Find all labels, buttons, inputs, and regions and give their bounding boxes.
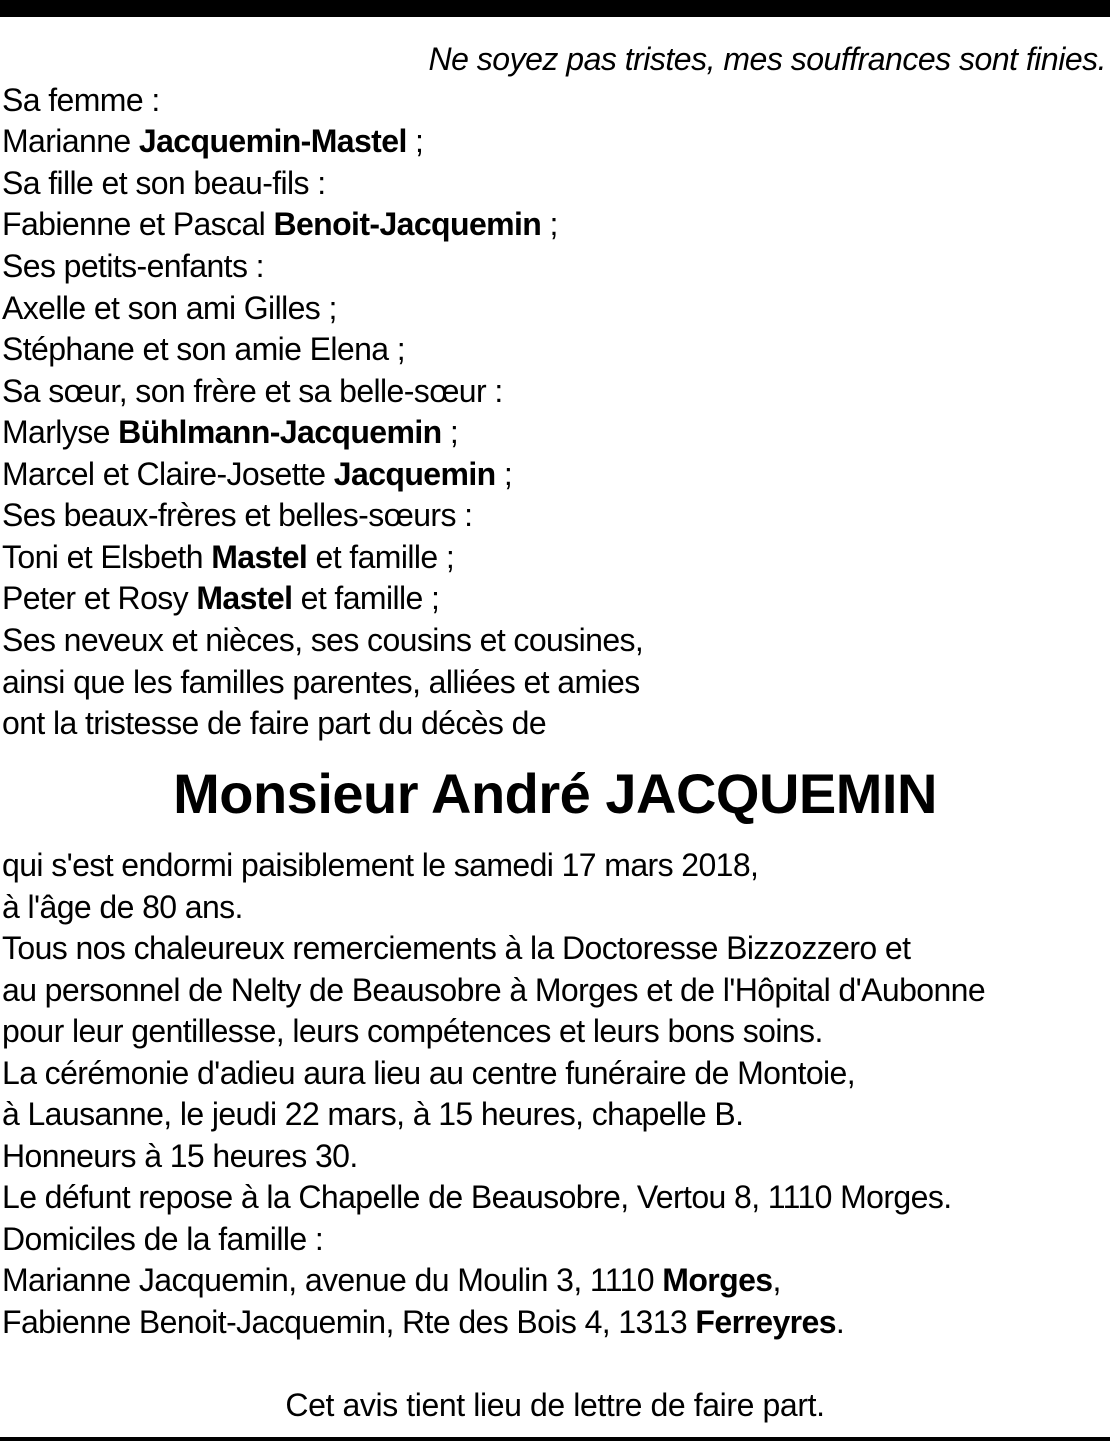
grandchild-line-2: Stéphane et son amie Elena ; [2, 331, 406, 367]
daughter-surname: Benoit-Jacquemin [273, 206, 542, 242]
wife-first-name: Marianne [2, 123, 131, 159]
siblings-label: Sa sœur, son frère et sa belle-sœur : [2, 373, 503, 409]
address-2-prefix: Fabienne Benoit-Jacquemin, Rte des Bois 4, 1313 [2, 1304, 696, 1340]
sibling-1-suffix: ; [441, 414, 459, 450]
announcement-line: ont la tristesse de faire part du décès de [2, 705, 547, 741]
top-border-rule [0, 0, 1110, 17]
daughter-suffix: ; [541, 206, 558, 242]
inlaw-line-2 [2, 578, 439, 620]
sibling-2-surname: Jacquemin [333, 456, 496, 492]
wife-label: Sa femme : [2, 82, 160, 118]
details-line-8: Honneurs à 15 heures 30. [2, 1138, 358, 1174]
details-line-6: La cérémonie d'adieu aura lieu au centre funéraire de Montoie, [2, 1055, 856, 1091]
sibling-2-suffix: ; [495, 456, 513, 492]
wife-line [2, 121, 423, 163]
sibling-line-2 [2, 454, 512, 496]
wife-suffix: ; [406, 123, 424, 159]
details-line-3: Tous nos chaleureux remerciements à la Doctoresse Bizzozzero et [2, 930, 911, 966]
details-line-1: qui s'est endormi paisiblement le samedi 17 mars 2018, [2, 847, 759, 883]
daughter-first-names: Fabienne et Pascal [2, 206, 266, 242]
grandchildren-label: Ses petits-enfants : [2, 248, 264, 284]
wife-surname: Jacquemin-Mastel [138, 123, 407, 159]
details-line-2: à l'âge de 80 ans. [2, 889, 243, 925]
bottom-border-rule [0, 1437, 1110, 1441]
details-line-4: au personnel de Nelty de Beausobre à Morges et de l'Hôpital d'Aubonne [2, 972, 986, 1008]
inlaw-2-first-names: Peter et Rosy [2, 580, 189, 616]
grandchild-line-1: Axelle et son ami Gilles ; [2, 290, 337, 326]
inlaw-2-suffix: et famille ; [292, 580, 440, 616]
address-1-prefix: Marianne Jacquemin, avenue du Moulin 3, 1110 [2, 1262, 663, 1298]
inlaw-1-surname: Mastel [211, 539, 308, 575]
daughter-label: Sa fille et son beau-fils : [2, 165, 326, 201]
closing-note: Cet avis tient lieu de lettre de faire part. [285, 1387, 825, 1423]
details-line-10: Domiciles de la famille : [2, 1221, 324, 1257]
details-line-5: pour leur gentillesse, leurs compétences et leurs bons soins. [2, 1013, 823, 1049]
address-line-2 [2, 1302, 844, 1344]
address-2-city: Ferreyres [695, 1304, 836, 1340]
inlaw-line-1 [2, 537, 454, 579]
details-line-9: Le défunt repose à la Chapelle de Beausobre, Vertou 8, 1110 Morges. [2, 1179, 952, 1215]
inlaw-2-surname: Mastel [196, 580, 293, 616]
inlaw-1-suffix: et famille ; [307, 539, 455, 575]
daughter-line [2, 204, 558, 246]
epigraph: Ne soyez pas tristes, mes souffrances sont finies. [428, 41, 1106, 77]
sibling-2-first-names: Marcel et Claire-Josette [2, 456, 326, 492]
extended-family-line-2: ainsi que les familles parentes, alliées et amies [2, 664, 640, 700]
sibling-line-1 [2, 412, 458, 454]
inlaw-1-first-names: Toni et Elsbeth [2, 539, 203, 575]
deceased-name-heading: Monsieur André JACQUEMIN [173, 762, 937, 825]
sibling-1-first-name: Marlyse [2, 414, 110, 450]
details-line-7: à Lausanne, le jeudi 22 mars, à 15 heures, chapelle B. [2, 1096, 744, 1132]
sibling-1-surname: Bühlmann-Jacquemin [118, 414, 442, 450]
extended-family-line-1: Ses neveux et nièces, ses cousins et cousines, [2, 622, 644, 658]
address-2-suffix: . [835, 1304, 845, 1340]
inlaws-label: Ses beaux-frères et belles-sœurs : [2, 497, 473, 533]
address-line-1 [2, 1260, 781, 1302]
address-1-city: Morges [662, 1262, 773, 1298]
address-1-suffix: , [772, 1262, 781, 1298]
